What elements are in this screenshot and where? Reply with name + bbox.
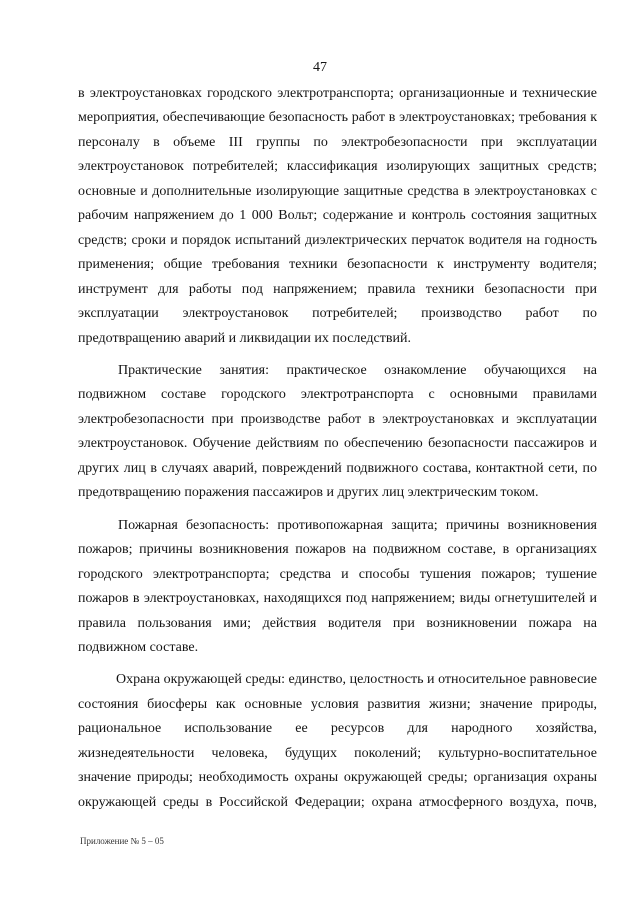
paragraph-electrical-safety-rules: в электроустановках городского электротранспорта; организационные и технические мероприятия, обеспечивающие безопасность работ в электроустановках; требования к персоналу в объеме III группы по электробезопасности при эксплуатации электроустановок потребителей; классификация изолирующих защитных средств; основные и дополнительные изолирующие защитные средства в электроустановках с рабочим напряжением до 1 000 Вольт; содержание и контроль состояния защитных средств; сроки и порядок испытаний диэлектрических перчаток водителя на годность применения; общие требования техники безопасности к инструменту водителя; инструмент для работы под напряжением; правила техники безопасности при эксплуатации электроустановок потребителей; производство работ по предотвращению аварий и ликвидации их последствий. <box>78 86 597 346</box>
document-body <box>78 82 597 815</box>
paragraph-fire-safety: Пожарная безопасность: противопожарная защита; причины возникновения пожаров; причины возникновения пожаров на подвижном составе, в организациях городского электротранспорта; средства и способы тушения пожаров; тушение пожаров в электроустановках, находящихся под напряжением; виды огнетушителей и правила пользования ими; действия водителя при возникновении пожара на подвижном составе. <box>78 517 597 655</box>
paragraph-environmental-protection: Охрана окружающей среды: единство, целостность и относительное равновесие состояния биосферы как основные условия развития жизни; значение природы, рациональное использование ее ресурсов для народного хозяйства, жизнедеятельности человека, будущих поколений; культурно-воспитательное значение природы; необходимость охраны окружающей среды; организация охраны окружающей среды в Российской Федерации; охрана атмосферного воздуха, почв, <box>78 672 597 810</box>
paragraph-practical-lessons: Практические занятия: практическое ознакомление обучающихся на подвижном составе городского электротранспорта с основными правилами электробезопасности при производстве работ в электроустановках и эксплуатации электроустановок. Обучение действиям по обеспечению безопасности пассажиров и других лиц в случаях аварий, повреждений подвижного состава, контактной сети, по предотвращению поражения пассажиров и других лиц электрическим током. <box>78 362 597 501</box>
page-number: 47 <box>313 60 327 75</box>
footer-appendix-reference: Приложение № 5 – 05 <box>80 836 164 846</box>
